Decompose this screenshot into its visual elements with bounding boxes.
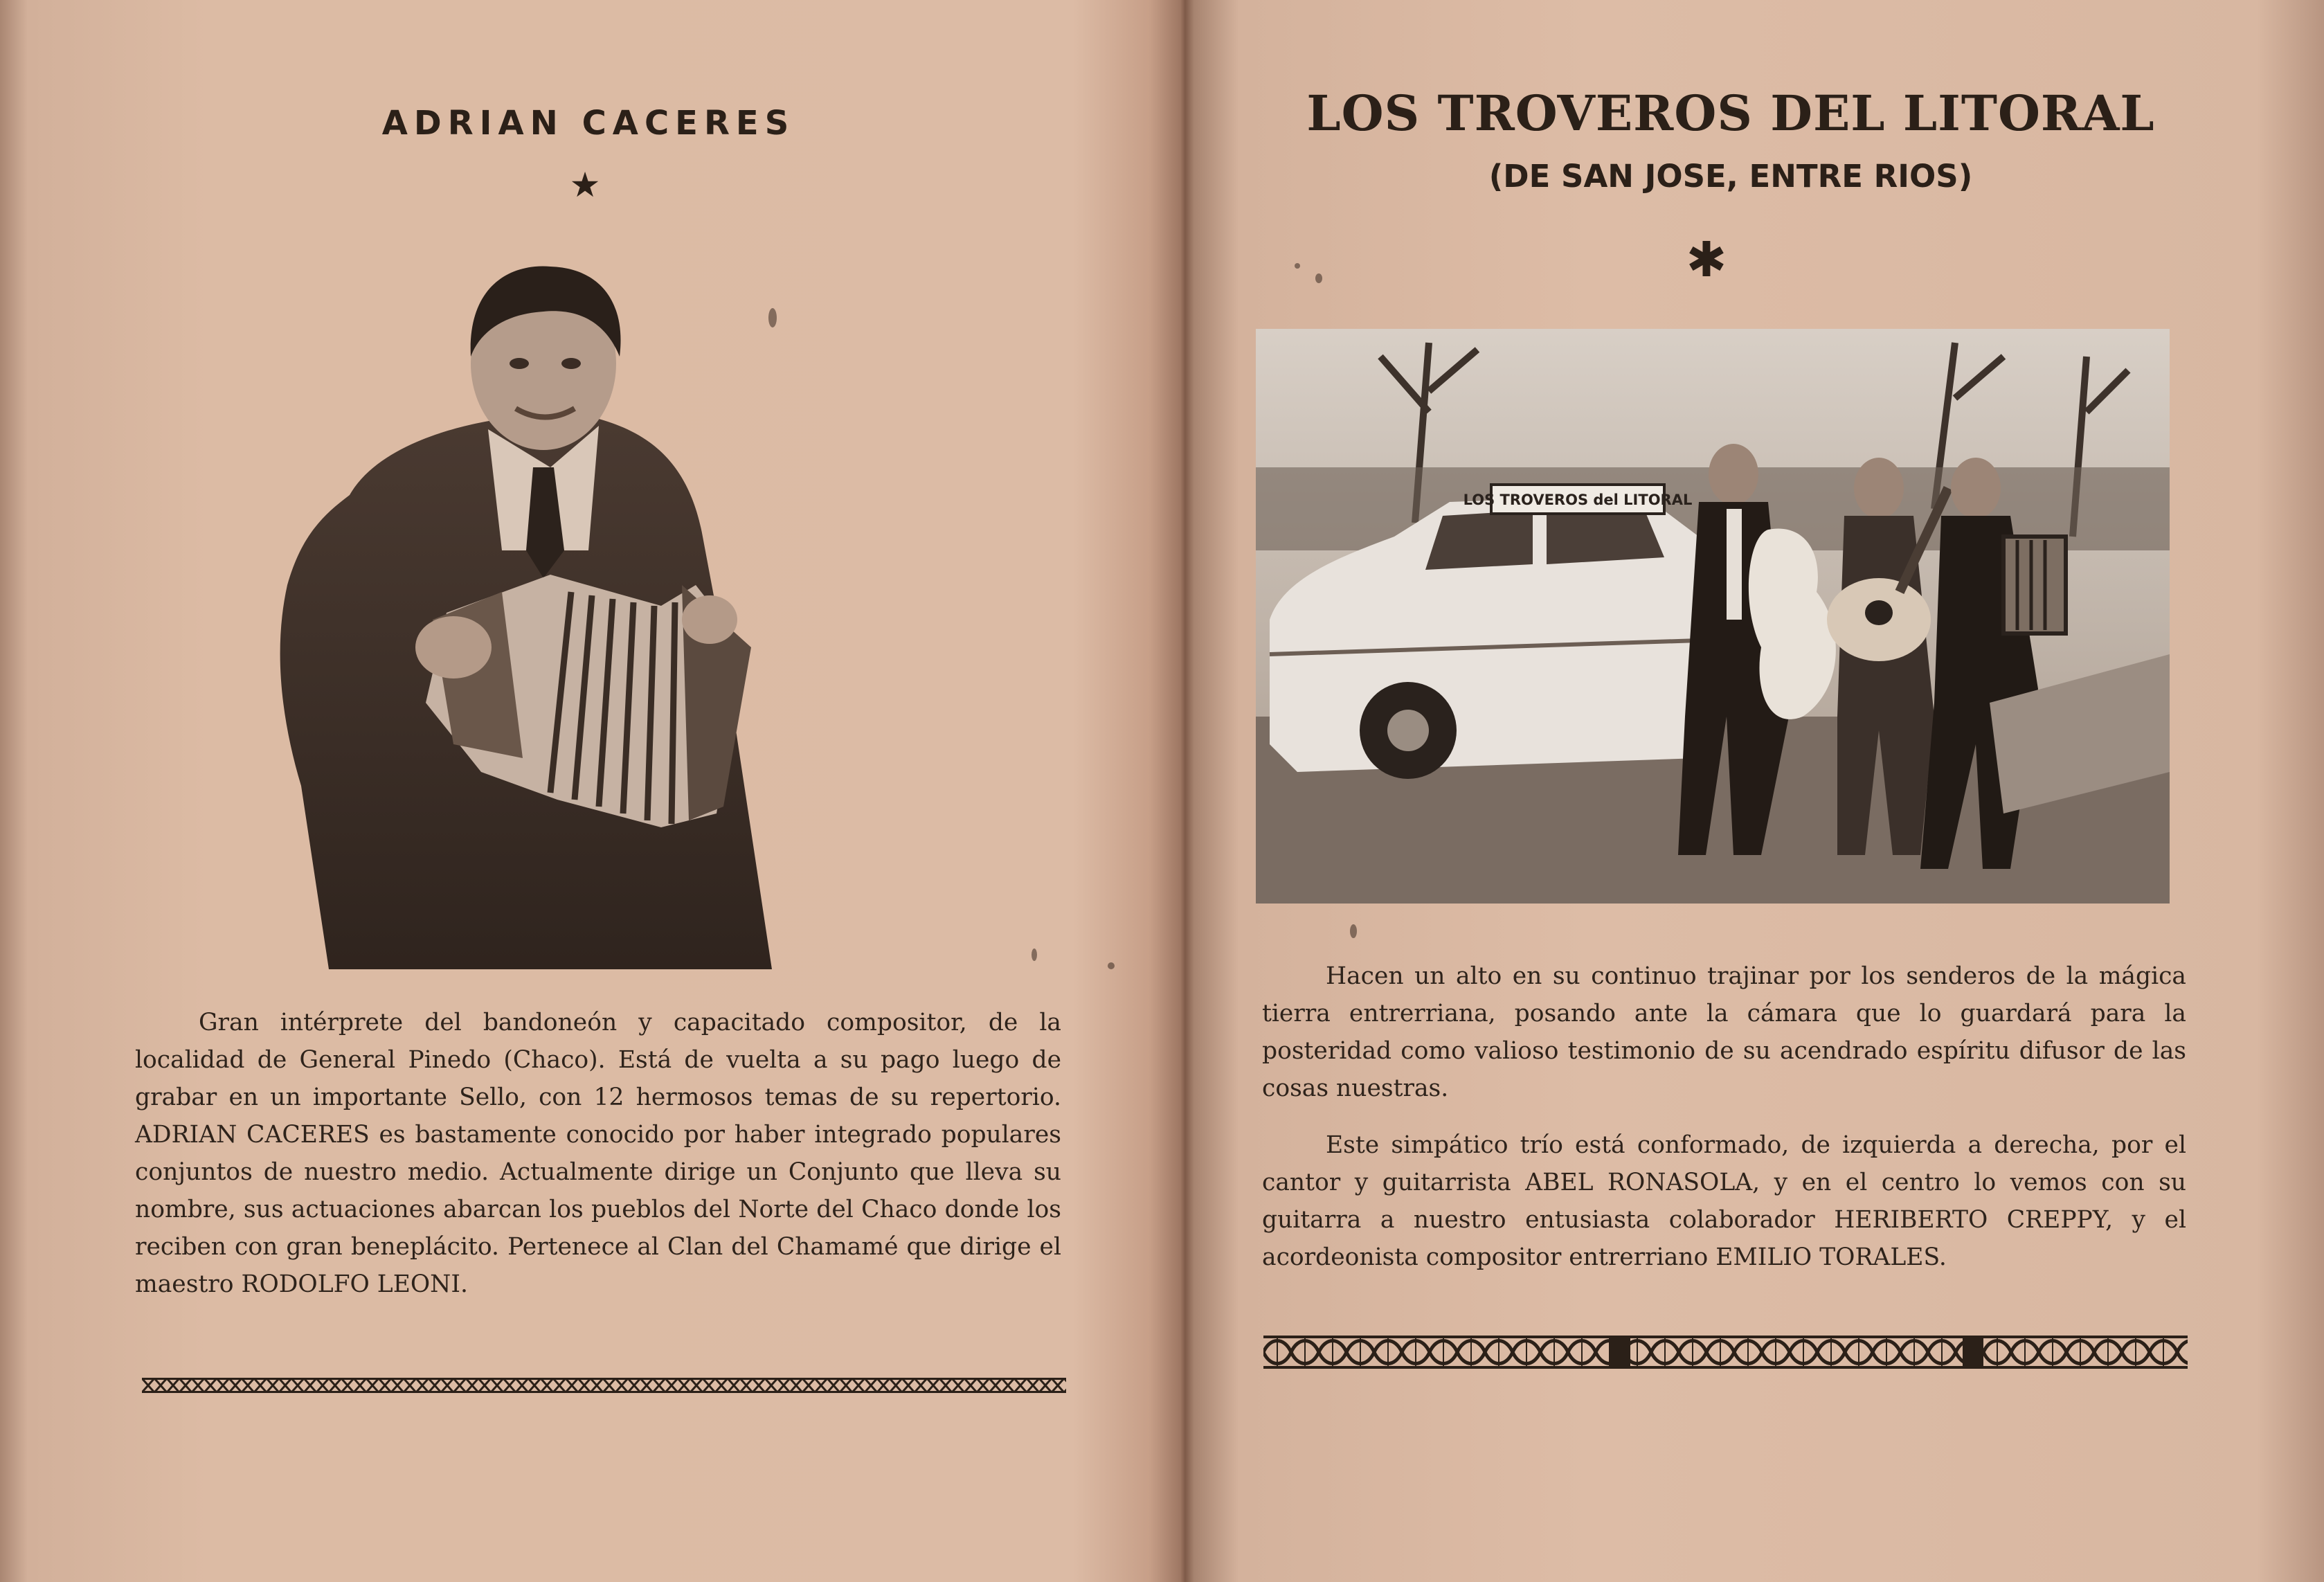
- left-page-title: ADRIAN CACERES: [381, 104, 795, 143]
- right-decorative-rule: [1263, 1333, 2188, 1372]
- star-ornament-icon: ★: [569, 165, 601, 205]
- right-page-paragraph-2: Este simpático trío está conformado, de izquierda a derecha, por el cantor y guitarrista ABEL RONASOLA, y en el centro lo vemos con su guitarra a nuestro entusiasta colaborador HERIBERTO CREPPY, y el acordeonista compositor entrerriano EMILIO TORALES.: [1262, 1131, 2186, 1271]
- car-roof-sign: LOS TROVEROS del LITORAL: [1463, 492, 1693, 508]
- right-page-paragraph-1: Hacen un alto en su continuo trajinar por los senderos de la mágica tierra entrerriana, posando ante la cámara que lo guardará para la posteridad como valioso testimonio de su acendrado espíritu difusor de las cosas nuestras.: [1262, 962, 2186, 1102]
- asterisk-ornament-icon: ✱: [1686, 231, 1727, 288]
- left-page-paragraph: Gran intérprete del bandoneón y capacitado compositor, de la localidad de General Pinedo (Chaco). Está de vuelta a su pago luego de grabar en un importante Sello, con 12 hermosos temas de su repertorio. ADRIAN CACERES es bastamente conocido por haber integrado populares conjuntos de nuestro medio. Actualmente dirige un Conjunto que lleva su nombre, sus actuaciones abarcan los pueblos del Norte del Chaco donde los reciben con gran beneplácito. Pertenece al Clan del Chamamé que dirige el maestro RODOLFO LEONI.: [135, 1009, 1061, 1298]
- bandoneon-player-photo: [273, 260, 917, 969]
- right-page-subtitle: (DE SAN JOSE, ENTRE RIOS): [1488, 158, 1973, 195]
- trio-with-car-photo: [1256, 329, 2170, 904]
- right-page-title: LOS TROVEROS DEL LITORAL: [1306, 84, 2155, 142]
- left-decorative-rule: [142, 1378, 1066, 1393]
